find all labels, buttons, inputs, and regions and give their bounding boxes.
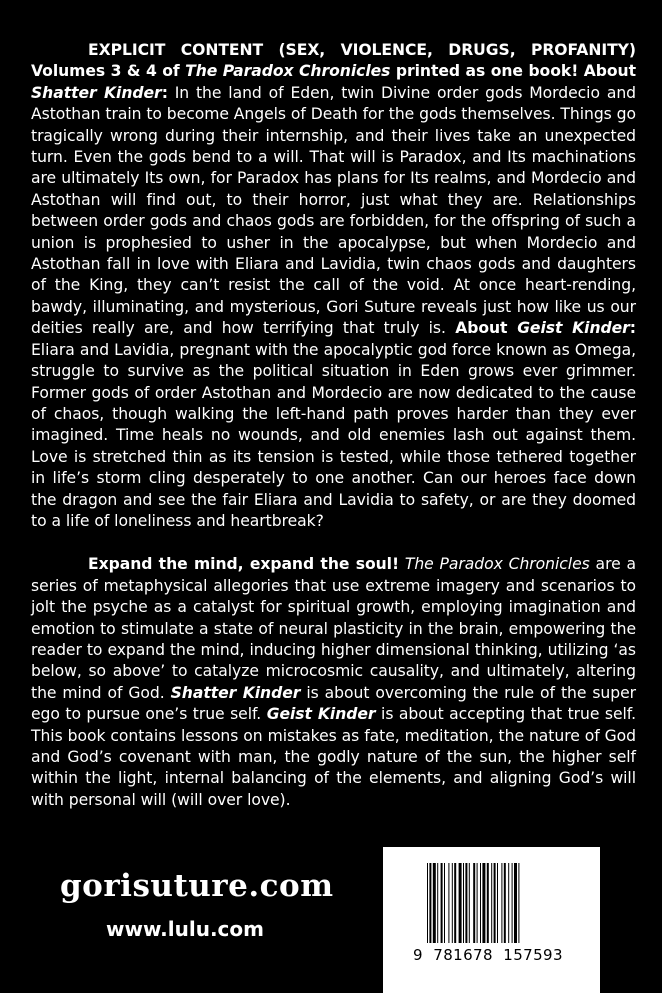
back-cover-blurb (31, 40, 636, 811)
blurb-text-segment: The Paradox Chronicles (404, 555, 590, 574)
publisher-website: www.lulu.com (106, 917, 264, 941)
blurb-text-segment: About (455, 319, 518, 338)
blurb-text-segment: The Paradox Chronicles (185, 62, 391, 81)
blurb-text-segment: Geist Kinder (266, 705, 376, 724)
blurb-text-segment: Shatter Kinder (170, 683, 301, 702)
blurb-text-segment: : (161, 83, 168, 102)
blurb-text-segment: Shatter Kinder (31, 83, 162, 102)
blurb-text-segment: Expand the mind, expand the soul! (88, 555, 400, 574)
blurb-text-segment: are a series of metaphysical allegories that use extreme imagery and scenarios to jolt the psyche as a catalyst for spiritual growth, employing imagination and emotion to stimulate a state of neural plasticity in the brain, empowering the reader to expand the mind, inducing higher dimensional thinking, utilizing ‘as below, so above’ to catalyze microcosmic causality, and ultimately, altering the mind of God. (31, 555, 636, 702)
blurb-text-segment: is about overcoming the rule of the super ego to pursue one’s true self. (31, 683, 637, 724)
blurb-paragraph-1 (31, 40, 636, 532)
barcode-bars (427, 863, 575, 943)
blurb-paragraph-2 (31, 554, 636, 811)
author-website: gorisuture.com (60, 868, 334, 904)
isbn-barcode (383, 847, 600, 993)
blurb-text-segment: EXPLICIT CONTENT (SEX, VIOLENCE, DRUGS, PROFANITY) Volumes 3 & 4 of (31, 41, 636, 81)
blurb-text-segment: : (629, 319, 636, 338)
blurb-text-segment: is about accepting that true self. This book contains lessons on mistakes as fate, meditation, the nature of God and God’s covenant with man, the godly nature of the sun, the higher self within the light, internal balancing of the elements, and aligning God’s will with personal will (will over love). (31, 705, 636, 809)
blurb-text-segment: printed as one book! About (390, 62, 637, 81)
isbn-number: 9 781678 157593 (413, 946, 563, 964)
blurb-text-segment: In the land of Eden, twin Divine order gods Mordecio and Astothan train to become Angels of Death for the gods themselves. Things go tragically wrong during their internship, and their lives take an unexpected turn. Even the gods bend to a will. That will is Paradox, and Its machinations are ultimately Its own, for Paradox has plans for Its realms, and Mordecio and Astothan will find out, to their horror, just what they are. Relationships between order gods and chaos gods are forbidden, for the offspring of such a union is prophesied to usher in the apocalypse, but when Mordecio and Astothan fall in love with Eliara and Lavidia, twin chaos gods and daughters of the King, they can’t resist the call of the void. At once heart-rending, bawdy, illuminating, and mysterious, Gori Suture reveals just how like us our deities really are, and how terrifying that truly is. (31, 83, 637, 338)
blurb-text-segment: Geist Kinder (517, 319, 630, 338)
blurb-text-segment: Eliara and Lavidia, pregnant with the apocalyptic god force known as Omega, struggle to survive as the political situation in Eden grows ever grimmer. Former gods of order Astothan and Mordecio are now dedicated to the cause of chaos, though walking the left-hand path proves harder than they ever imagined. Time heals no wounds, and old enemies lash out against them. Love is stretched thin as its tension is tested, while those tethered together in life’s storm cling desperately to one another. Can our heroes face down the dragon and see the fair Eliara and Lavidia to safety, or are they doomed to a life of loneliness and heartbreak? (31, 340, 636, 530)
